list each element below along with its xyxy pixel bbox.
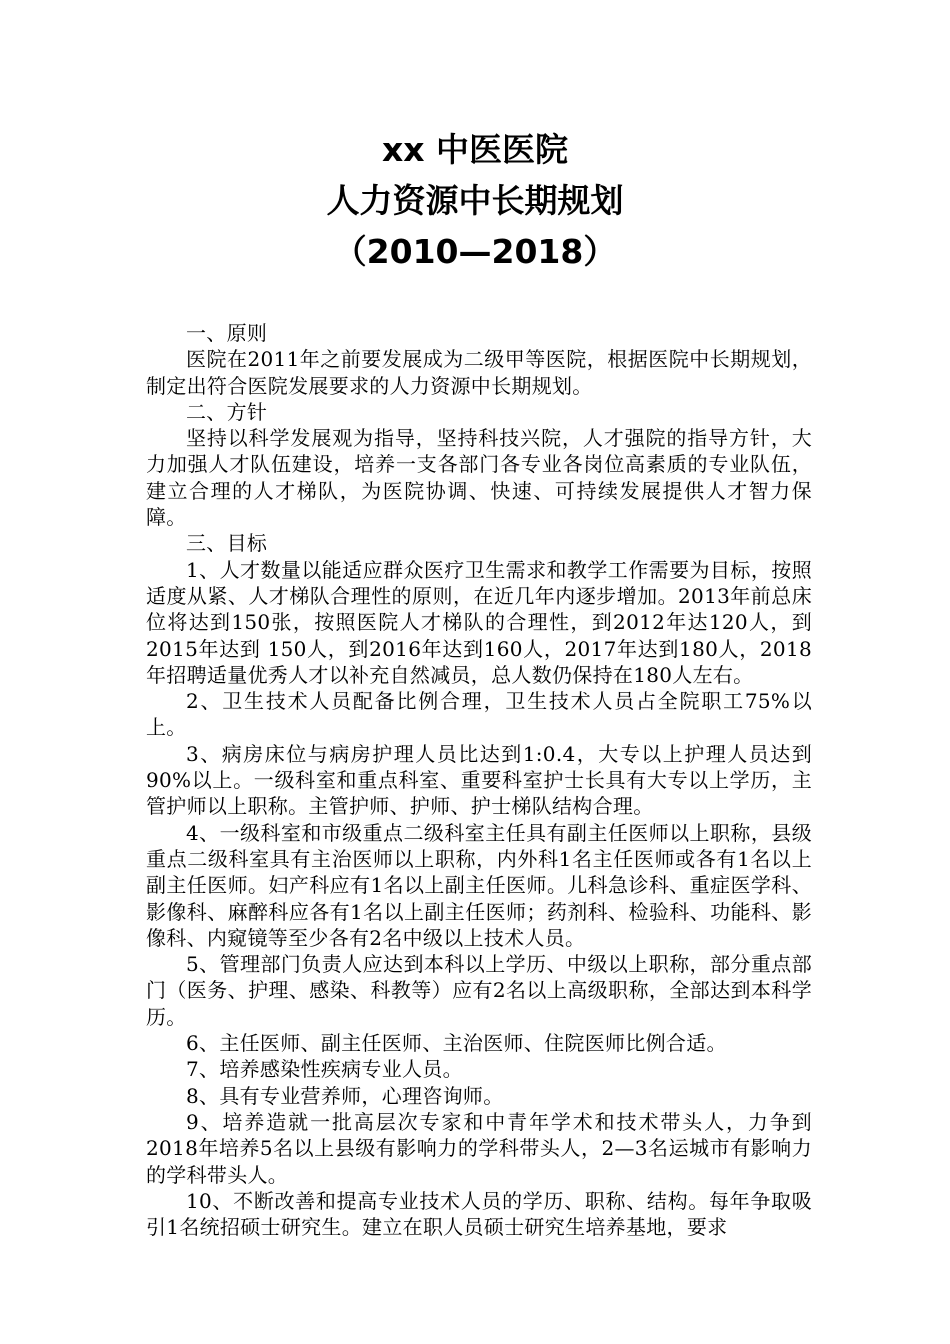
goal-item-1: 1、人才数量以能适应群众医疗卫生需求和教学工作需要为目标，按照适度从紧、人才梯队合理性的原则，在近几年内逐步增加。2013年前总床位将达到150张，按照医院人才梯队的合理性，到2012年达120人，到2015年达到 150人，到2016年达到160人，2017年达到180人，2018年招聘适量优秀人才以补充自然减员，总人数仍保持在180人左右。 [146,557,812,687]
paragraph-principle: 医院在2011年之前要发展成为二级甲等医院，根据医院中长期规划，制定出符合医院发展要求的人力资源中长期规划。 [146,347,812,398]
goal-item-3: 3、病房床位与病房护理人员比达到1:0.4，大专以上护理人员达到90%以上。一级科室和重点科室、重要科室护士长具有大专以上学历，主管护师以上职称。主管护师、护师、护士梯队结构合理。 [146,741,812,819]
goal-item-4: 4、一级科室和市级重点二级科室主任具有副主任医师以上职称，县级重点二级科室具有主治医师以上职称，内外科1名主任医师或各有1名以上副主任医师。妇产科应有1名以上副主任医师。儿科急诊科、重症医学科、影像科、麻醉科应各有1名以上副主任医师；药剂科、检验科、功能科、影像科、内窥镜等至少各有2名中级以上技术人员。 [146,820,812,950]
goal-item-10: 10、不断改善和提高专业技术人员的学历、职称、结构。每年争取吸引1名统招硕士研究生。建立在职人员硕士研究生培养基地，要求 [146,1188,812,1240]
goal-item-2: 2、卫生技术人员配备比例合理，卫生技术人员占全院职工75%以上。 [146,689,812,740]
title-period: （2010—2018） [333,232,617,271]
goal-item-8: 8、具有专业营养师，心理咨询师。 [186,1083,504,1108]
document-title [0,124,950,277]
document-body [146,320,812,1240]
section-heading-policy: 二、方针 [186,399,268,424]
goal-item-9: 9、培养造就一批高层次专家和中青年学术和技术带头人，力争到2018年培养5名以上县级有影响力的学科带头人，2—3名运城市有影响力的学科带头人。 [146,1109,812,1187]
paragraph-policy: 坚持以科学发展观为指导，坚持科技兴院，人才强院的指导方针，大力加强人才队伍建设，培养一支各部门各专业各岗位高素质的专业队伍，建立合理的人才梯队，为医院协调、快速、可持续发展提供人才智力保障。 [146,426,812,530]
goal-item-7: 7、培养感染性疾病专业人员。 [186,1057,463,1082]
section-heading-goals: 三、目标 [186,531,268,556]
section-heading-principle: 一、原则 [186,321,268,345]
title-plan-name: 人力资源中长期规划 [326,181,624,220]
goal-item-6: 6、主任医师、副主任医师、主治医师、住院医师比例合适。 [186,1031,727,1056]
goal-item-5: 5、管理部门负责人应达到本科以上学历、中级以上职称，部分重点部门（医务、护理、感染、科教等）应有2名以上高级职称，全部达到本科学历。 [146,952,812,1029]
title-hospital-name: xx 中医医院 [381,130,569,169]
